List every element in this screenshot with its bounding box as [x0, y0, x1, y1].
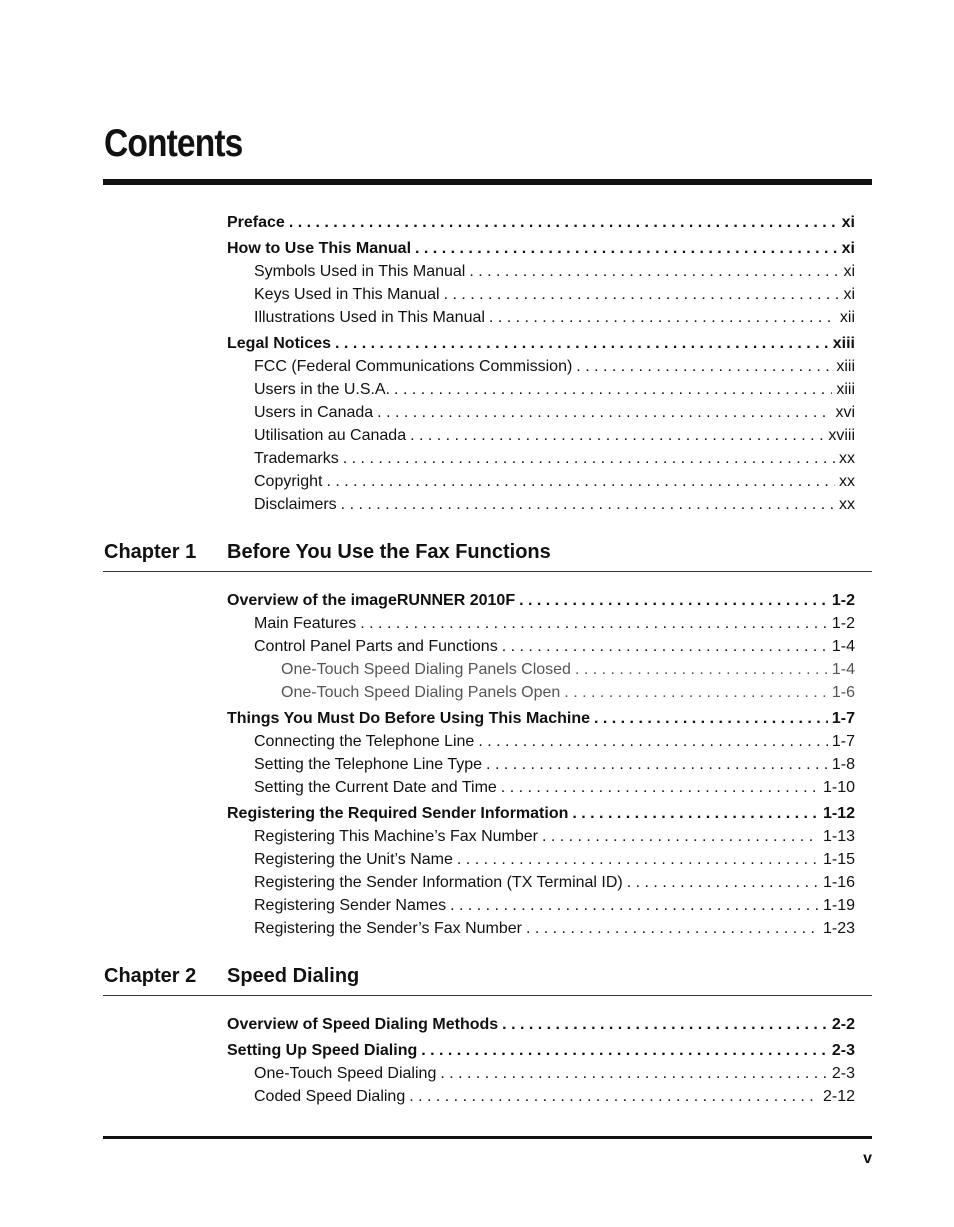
- toc-front-matter: [227, 212, 855, 517]
- toc-entry[interactable]: [227, 659, 855, 681]
- dot-leader: [394, 379, 832, 401]
- toc-entry-title: Illustrations Used in This Manual: [254, 309, 485, 326]
- toc-entry[interactable]: [227, 754, 855, 776]
- dot-leader: [576, 356, 832, 378]
- toc-entry[interactable]: [227, 918, 855, 940]
- toc-entry-page: 1-10: [822, 779, 855, 796]
- chapter-2-rule: [103, 995, 872, 996]
- toc-entry-title: Symbols Used in This Manual: [254, 263, 466, 280]
- dot-leader: [564, 682, 828, 704]
- toc-entry-page: 1-4: [831, 638, 855, 655]
- chapter-1-rule: [103, 571, 872, 572]
- dot-leader: [519, 590, 828, 612]
- toc-entry-title: Overview of the imageRUNNER 2010F: [227, 592, 516, 609]
- toc-entry-title: Overview of Speed Dialing Methods: [227, 1016, 499, 1033]
- toc-entry[interactable]: [227, 402, 855, 424]
- toc-entry-page: 1-12: [822, 805, 855, 822]
- toc-entry[interactable]: [227, 636, 855, 658]
- toc-entry[interactable]: [227, 731, 855, 753]
- dot-leader: [335, 333, 829, 355]
- toc-entry-page: xvi: [835, 404, 855, 421]
- dot-leader: [501, 777, 819, 799]
- toc-entry-title: Registering the Sender’s Fax Number: [254, 920, 522, 937]
- toc-entry[interactable]: [227, 590, 855, 612]
- toc-entry-page: xii: [839, 309, 855, 326]
- toc-entry-page: xviii: [828, 427, 855, 444]
- toc-entry-title: Copyright: [254, 473, 323, 490]
- page-title: Contents: [104, 122, 243, 165]
- dot-leader: [478, 731, 828, 753]
- toc-entry-page: 2-3: [831, 1042, 855, 1059]
- toc-entry-title: Setting Up Speed Dialing: [227, 1042, 418, 1059]
- toc-entry-page: xi: [843, 286, 855, 303]
- toc-entry-title: Setting the Telephone Line Type: [254, 756, 483, 773]
- dot-leader: [410, 425, 824, 447]
- toc-entry-title: Legal Notices: [227, 335, 332, 352]
- toc-entry[interactable]: [227, 448, 855, 470]
- toc-entry-title: Keys Used in This Manual: [254, 286, 440, 303]
- chapter-number: Chapter 2: [104, 965, 197, 987]
- toc-entry-title: Registering the Sender Information (TX Terminal ID): [254, 874, 623, 891]
- dot-leader: [421, 1040, 828, 1062]
- toc-entry-title: Registering the Unit’s Name: [254, 851, 453, 868]
- toc-entry[interactable]: [227, 333, 855, 355]
- dot-leader: [486, 754, 828, 776]
- toc-entry[interactable]: [227, 494, 855, 516]
- dot-leader: [572, 803, 819, 825]
- dot-leader: [526, 918, 819, 940]
- toc-entry-title: Users in Canada: [254, 404, 374, 421]
- dot-leader: [489, 307, 836, 329]
- toc-entry[interactable]: [227, 238, 855, 260]
- dot-leader: [360, 613, 828, 635]
- toc-entry-page: 2-3: [831, 1065, 855, 1082]
- dot-leader: [575, 659, 828, 681]
- toc-entry-title: How to Use This Manual: [227, 240, 412, 257]
- toc-entry[interactable]: [227, 708, 855, 730]
- toc-entry[interactable]: [227, 379, 855, 401]
- toc-entry-page: 1-2: [831, 592, 855, 609]
- toc-entry-page: xi: [841, 240, 855, 257]
- toc-chapter-2: [227, 1014, 855, 1109]
- toc-entry[interactable]: [227, 777, 855, 799]
- toc-entry-title: Preface: [227, 214, 285, 231]
- toc-entry-page: xx: [839, 496, 855, 513]
- toc-entry[interactable]: [227, 307, 855, 329]
- toc-entry-title: One-Touch Speed Dialing Panels Closed: [281, 661, 571, 678]
- dot-leader: [469, 261, 839, 283]
- dot-leader: [377, 402, 831, 424]
- toc-entry-title: Registering the Required Sender Information: [227, 805, 569, 822]
- dot-leader: [444, 284, 840, 306]
- toc-entry-page: 1-23: [822, 920, 855, 937]
- toc-entry[interactable]: [227, 895, 855, 917]
- toc-entry[interactable]: [227, 613, 855, 635]
- toc-entry-title: Utilisation au Canada: [254, 427, 407, 444]
- toc-entry-title: Disclaimers: [254, 496, 337, 513]
- toc-entry-page: 2-12: [822, 1088, 855, 1105]
- chapter-1-heading: [104, 541, 551, 564]
- dot-leader: [415, 238, 838, 260]
- toc-entry[interactable]: [227, 826, 855, 848]
- toc-entry-title: Coded Speed Dialing: [254, 1088, 406, 1105]
- toc-entry-page: xi: [841, 214, 855, 231]
- toc-entry[interactable]: [227, 803, 855, 825]
- title-rule: [103, 179, 872, 185]
- toc-entry-page: xiii: [836, 381, 855, 398]
- toc-entry-page: 1-7: [831, 733, 855, 750]
- chapter-number: Chapter 1: [104, 541, 197, 563]
- toc-entry-title: Connecting the Telephone Line: [254, 733, 475, 750]
- toc-entry-page: 1-4: [831, 661, 855, 678]
- dot-leader: [457, 849, 819, 871]
- toc-entry-page: 1-16: [822, 874, 855, 891]
- dot-leader: [343, 448, 835, 470]
- toc-entry-page: xx: [839, 450, 855, 467]
- toc-entry-title: One-Touch Speed Dialing Panels Open: [281, 684, 561, 701]
- toc-entry-page: 1-19: [822, 897, 855, 914]
- toc-entry[interactable]: [227, 682, 855, 704]
- footer-rule: [103, 1136, 872, 1139]
- toc-entry-page: 1-6: [831, 684, 855, 701]
- chapter-title: Speed Dialing: [227, 965, 360, 987]
- toc-entry-page: 1-13: [822, 828, 855, 845]
- toc-entry[interactable]: [227, 261, 855, 283]
- toc-entry-page: xiii: [836, 358, 855, 375]
- toc-entry[interactable]: [227, 425, 855, 447]
- toc-entry[interactable]: [227, 284, 855, 306]
- toc-entry-page: 1-15: [822, 851, 855, 868]
- toc-entry[interactable]: [227, 1040, 855, 1062]
- toc-entry-title: One-Touch Speed Dialing: [254, 1065, 437, 1082]
- toc-entry-title: Registering Sender Names: [254, 897, 447, 914]
- dot-leader: [502, 1014, 828, 1036]
- toc-entry-page: 2-2: [831, 1016, 855, 1033]
- toc-entry-title: Trademarks: [254, 450, 339, 467]
- dot-leader: [440, 1063, 828, 1085]
- dot-leader: [627, 872, 819, 894]
- toc-entry[interactable]: [227, 471, 855, 493]
- toc-chapter-1: [227, 590, 855, 941]
- toc-entry[interactable]: [227, 1014, 855, 1036]
- toc-entry-title: Setting the Current Date and Time: [254, 779, 497, 796]
- toc-entry-title: Registering This Machine’s Fax Number: [254, 828, 538, 845]
- dot-leader: [594, 708, 828, 730]
- dot-leader: [409, 1086, 819, 1108]
- toc-entry-title: FCC (Federal Communications Commission): [254, 358, 573, 375]
- toc-entry-title: Users in the U.S.A.: [254, 381, 391, 398]
- dot-leader: [450, 895, 819, 917]
- toc-entry[interactable]: [227, 1063, 855, 1085]
- toc-entry-page: 1-2: [831, 615, 855, 632]
- dot-leader: [542, 826, 819, 848]
- toc-entry[interactable]: [227, 356, 855, 378]
- dot-leader: [341, 494, 835, 516]
- chapter-title: Before You Use the Fax Functions: [227, 541, 551, 563]
- chapter-2-heading: [104, 965, 359, 988]
- dot-leader: [502, 636, 828, 658]
- toc-entry-page: xi: [843, 263, 855, 280]
- dot-leader: [326, 471, 835, 493]
- toc-entry[interactable]: [227, 212, 855, 234]
- dot-leader: [289, 212, 838, 234]
- toc-entry-page: xx: [839, 473, 855, 490]
- toc-entry[interactable]: [227, 872, 855, 894]
- toc-entry[interactable]: [227, 1086, 855, 1108]
- toc-entry[interactable]: [227, 849, 855, 871]
- toc-entry-title: Main Features: [254, 615, 357, 632]
- toc-entry-title: Control Panel Parts and Functions: [254, 638, 498, 655]
- toc-entry-title: Things You Must Do Before Using This Machine: [227, 710, 590, 727]
- toc-entry-page: 1-7: [831, 710, 855, 727]
- toc-entry-page: xiii: [832, 335, 855, 352]
- page-number: v: [863, 1150, 872, 1167]
- toc-entry-page: 1-8: [831, 756, 855, 773]
